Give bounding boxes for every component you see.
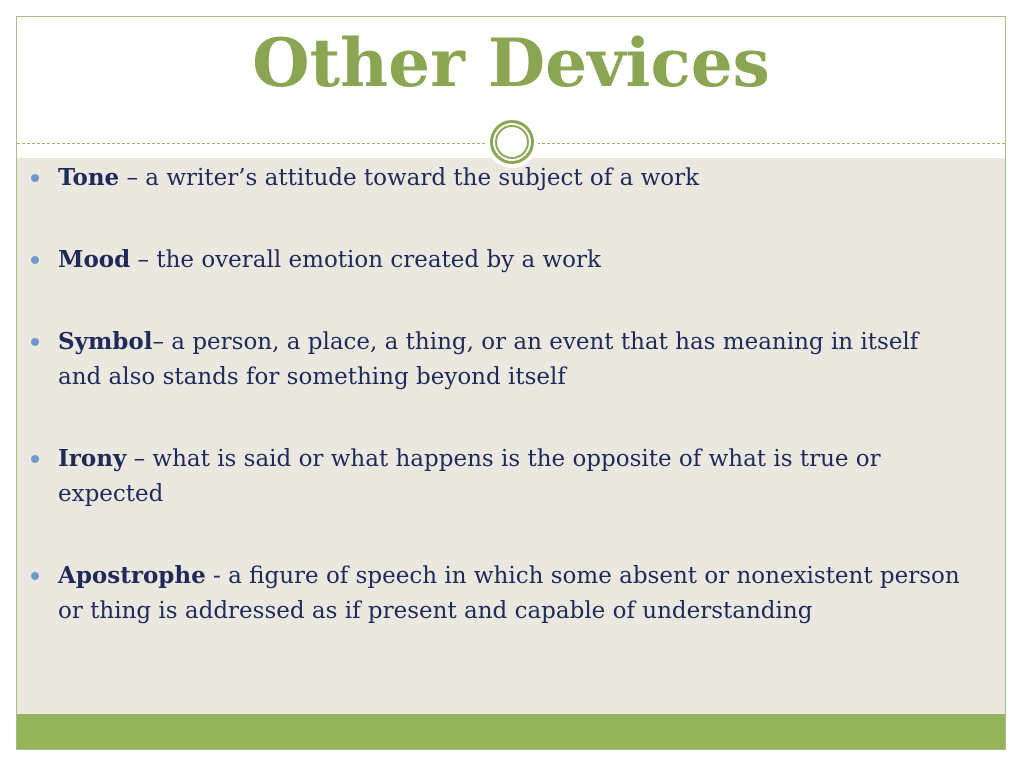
bullet-definition: – a writer’s attitude toward the subject of a work <box>119 165 700 191</box>
bullet-dot-icon <box>31 572 39 580</box>
bullet-term: Irony <box>58 445 127 472</box>
bullet-definition: – a person, a place, a thing, or an event that has meaning in itself and also stands for something beyond itself <box>58 329 919 390</box>
bullet-definition: – the overall emotion created by a work <box>130 247 601 273</box>
bullet-item-apostrophe <box>58 558 963 629</box>
bullet-item-mood <box>58 242 963 278</box>
bullet-dot-icon <box>31 338 39 346</box>
bullet-definition: - a figure of speech in which some absent or nonexistent person or thing is addressed as if present and capable of understanding <box>58 563 960 624</box>
bullet-dot-icon <box>31 455 39 463</box>
slide-title: Other Devices <box>252 24 770 102</box>
bullet-term: Apostrophe <box>58 562 206 589</box>
bullet-dot-icon <box>31 256 39 264</box>
bullet-item-irony <box>58 441 963 512</box>
footer-bar <box>17 714 1005 749</box>
bullet-item-symbol <box>58 324 963 395</box>
bullet-term: Tone <box>58 164 120 191</box>
bullet-term: Mood <box>58 246 131 273</box>
bullet-item-tone <box>58 160 963 196</box>
bullet-term: Symbol <box>58 328 153 355</box>
bullet-dot-icon <box>31 174 39 182</box>
bullet-definition: – what is said or what happens is the opposite of what is true or expected <box>58 446 881 507</box>
